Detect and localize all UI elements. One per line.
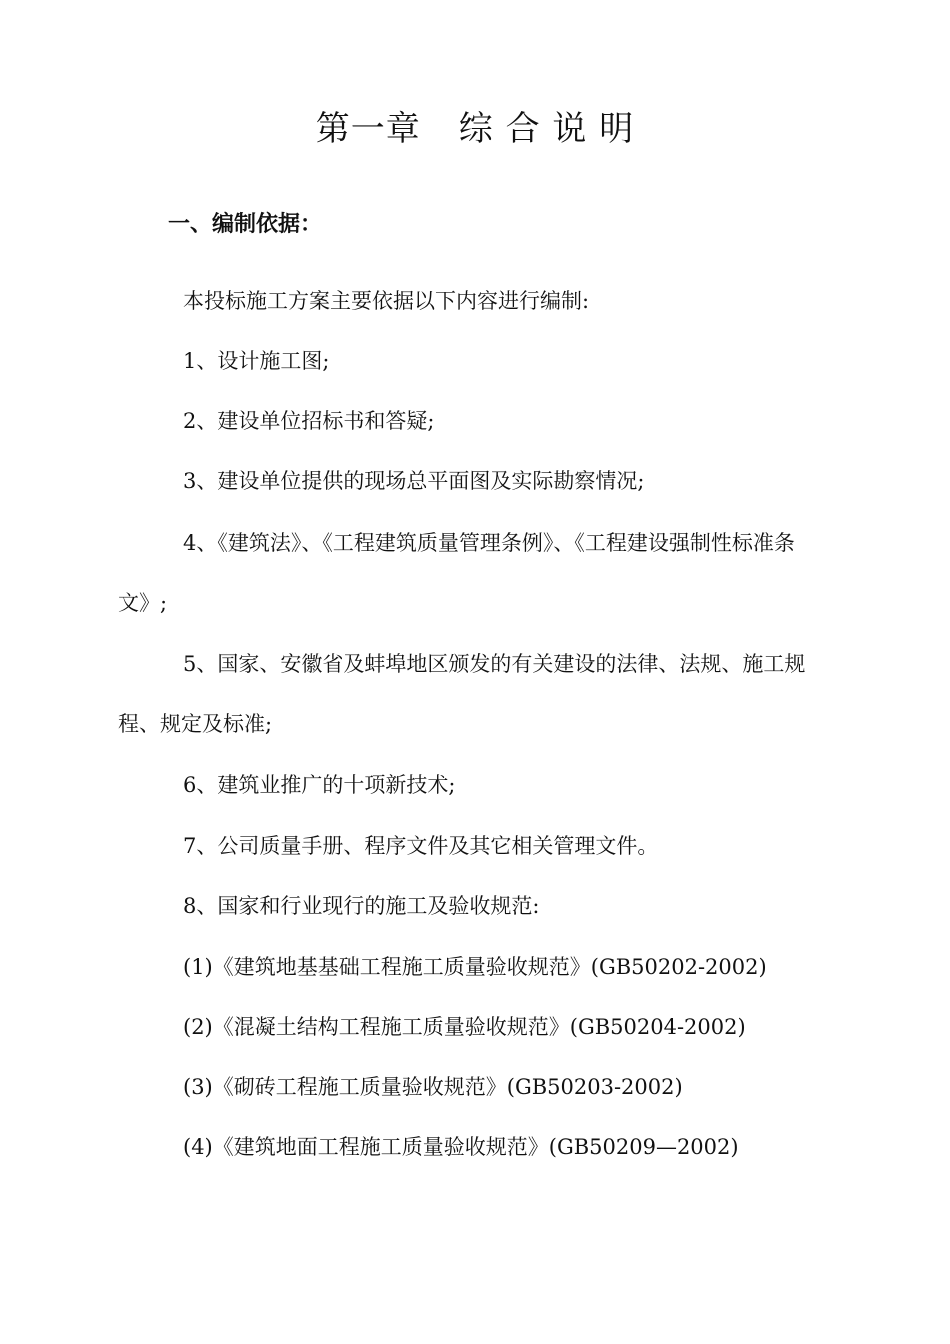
list-item-3: 3、建设单位提供的现场总平面图及实际勘察情况; [183,469,645,493]
list-item-5-line-2: 程、规定及标准; [118,712,273,736]
list-item-4-line-2: 文》; [118,591,168,615]
standard-item-2: (2)《混凝土结构工程施工质量验收规范》(GB50204-2002) [183,1015,746,1039]
intro-paragraph: 本投标施工方案主要依据以下内容进行编制: [183,289,590,313]
list-item-2: 2、建设单位招标书和答疑; [183,409,435,433]
list-item-7: 7、公司质量手册、程序文件及其它相关管理文件。 [183,834,659,858]
standard-item-4: (4)《建筑地面工程施工质量验收规范》(GB50209—2002) [183,1135,739,1159]
standard-item-1: (1)《建筑地基基础工程施工质量验收规范》(GB50202-2002) [183,955,767,979]
standard-item-3: (3)《砌砖工程施工质量验收规范》(GB50203-2002) [183,1075,683,1099]
chapter-number: 第一章 [315,109,421,149]
list-item-4-line-1: 4、《建筑法》、《工程建筑质量管理条例》、《工程建设强制性标准条 [183,531,795,555]
list-item-1: 1、设计施工图; [183,349,330,373]
list-item-6: 6、建筑业推广的十项新技术; [183,773,456,797]
list-item-5-line-1: 5、国家、安徽省及蚌埠地区颁发的有关建设的法律、法规、施工规 [183,652,806,676]
section-heading: 一、编制依据： [168,212,323,237]
chapter-name: 综 合 说 明 [458,109,635,149]
list-item-8: 8、国家和行业现行的施工及验收规范: [183,894,540,918]
chapter-title [0,104,950,154]
